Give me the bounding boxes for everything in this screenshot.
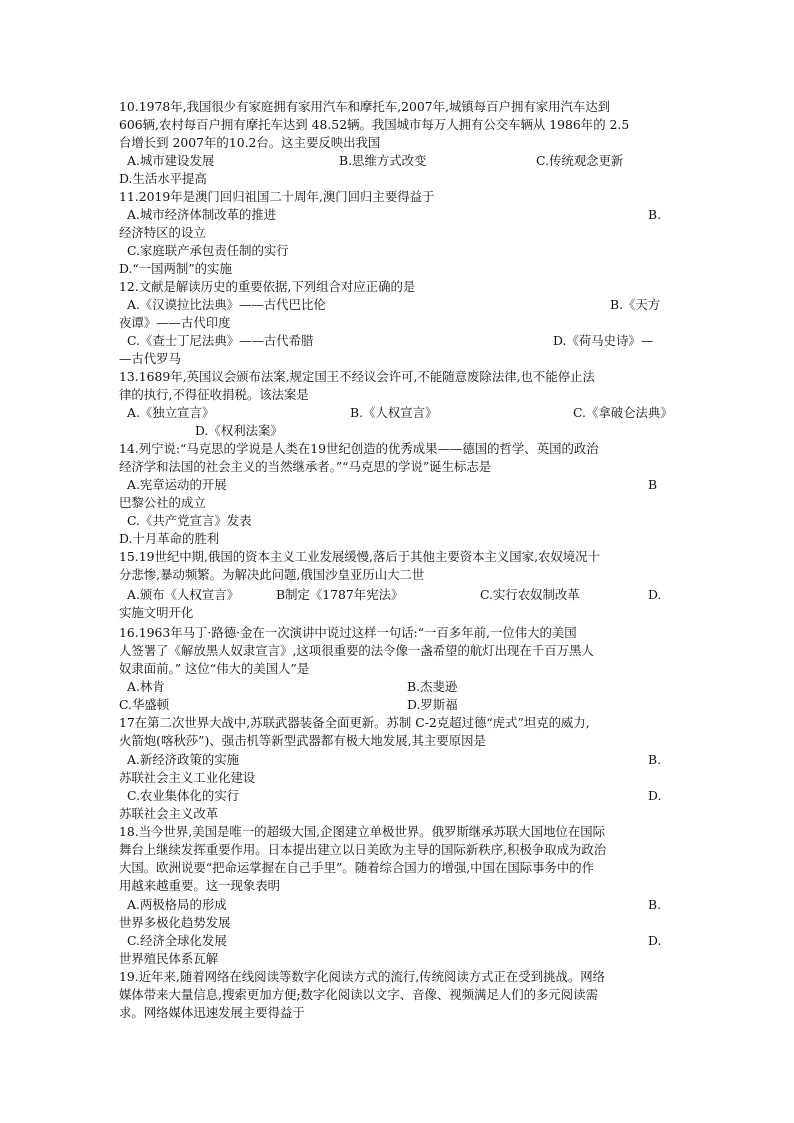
q12-option-a: A.《汉谟拉比法典》——古代巴比伦 <box>127 297 326 312</box>
q16-stem-line-2: 人签署了《解放黑人奴隶宣言》,这项很重要的法令像一盏希望的航灯出现在千百万黑人 <box>119 643 594 658</box>
q17-stem-line-1: 17在第二次世界大战中,苏联武器装备全面更新。苏制 C-2克超过德“虎式”坦克的威力, <box>119 715 590 730</box>
q16-option-a: A.林肯 <box>127 679 165 694</box>
q15-stem-line-2: 分悲惨,暴动频繁。为解决此问题,俄国沙皇亚历山大二世 <box>119 567 425 582</box>
q14-option-d: D.十月革命的胜利 <box>119 531 220 546</box>
q14-stem-line-2: 经济学和法国的社会主义的当然继承者。”“马克思的学说”诞生标志是 <box>119 459 492 474</box>
q16-stem-line-1: 16.1963年马丁·路德·金在一次演讲中说过这样一句话:“一百多年前,一位伟大的美国 <box>119 625 577 640</box>
q10-option-c: C.传统观念更新 <box>536 153 624 168</box>
q12-option-b-start: B.《天方 <box>610 297 661 312</box>
q10-option-d: D.生活水平提高 <box>119 171 207 186</box>
q12-option-b-end: 夜谭》——古代印度 <box>119 315 231 330</box>
q18-option-a: A.两极格局的形成 <box>127 897 227 912</box>
q14-stem-line-1: 14.列宁说:“马克思的学说是人类在19世纪创造的优秀成果——德国的哲学、英国的政治 <box>119 441 599 456</box>
q14-option-c: C.《共产党宣言》发表 <box>127 513 252 528</box>
q16-option-d: D.罗斯福 <box>407 697 458 712</box>
q13-stem-line-2: 律的执行,不得征收捐税。该法案是 <box>119 387 309 402</box>
q17-option-d-label: D. <box>648 788 662 803</box>
q19-stem-line-2: 媒体带来大量信息,搜索更加方便;数字化阅读以文字、音像、视频满足人们的多元阅读需 <box>119 987 598 1002</box>
q17-option-b-label: B. <box>648 752 662 767</box>
q11-option-d: D.“一国两制”的实施 <box>119 261 232 276</box>
q10-option-b: B.思维方式改变 <box>339 153 427 168</box>
q12-option-c: C.《查士丁尼法典》——古代希腊 <box>127 333 314 348</box>
q11-option-b-label: B. <box>648 207 662 222</box>
q13-option-b: B.《人权宣言》 <box>350 405 438 420</box>
q10-stem-line-1: 10.1978年,我国很少有家庭拥有家用汽车和摩托车,2007年,城镇每百户拥有家用汽车达到 <box>119 99 611 114</box>
q15-option-d-label: D. <box>648 587 662 602</box>
q18-option-d-label: D. <box>648 933 662 948</box>
q12-option-d-end: —古代罗马 <box>119 351 181 366</box>
q15-option-b: B制定《1787年宪法》 <box>276 587 404 602</box>
q18-option-b-text: 世界多极化趋势发展 <box>119 915 231 930</box>
q11-stem-line-1: 11.2019年是澳门回归祖国二十周年,澳门回归主要得益于 <box>119 189 435 204</box>
q17-option-a: A.新经济政策的实施 <box>127 752 240 767</box>
q15-option-c: C.实行农奴制改革 <box>480 587 580 602</box>
q16-stem-line-3: 奴隶面前。” 这位“伟大的美国人”是 <box>119 661 310 676</box>
q18-option-c: C.经济全球化发展 <box>127 933 227 948</box>
q12-option-d-start: D.《荷马史诗》— <box>553 333 654 348</box>
q13-option-c: C.《拿破仑法典》 <box>573 405 673 420</box>
q15-stem-line-1: 15.19世纪中期,俄国的资本主义工业发展缓慢,落后于其他主要资本主义国家,农奴境况十 <box>119 549 600 564</box>
q16-option-b: B.杰斐逊 <box>407 679 458 694</box>
q10-option-a: A.城市建设发展 <box>127 153 215 168</box>
q11-option-b-text: 经济特区的设立 <box>119 225 206 240</box>
q18-stem-line-1: 18.当今世界,美国是唯一的超级大国,企图建立单极世界。俄罗斯继承苏联大国地位在国际 <box>119 824 606 839</box>
q18-stem-line-3: 大国。欧洲说要“把命运掌握在自己手里”。随着综合国力的增强,中国在国际事务中的作 <box>119 860 595 875</box>
q19-stem-line-1: 19.近年来,随着网络在线阅读等数字化阅读方式的流行,传统阅读方式正在受到挑战。网络 <box>119 969 606 984</box>
q14-option-b-text: 巴黎公社的成立 <box>119 495 206 510</box>
q17-stem-line-2: 火箭炮(喀秋莎”)、强击机等新型武器都有极大地发展,其主要原因是 <box>119 733 486 748</box>
q12-stem-line-1: 12.文献是解读历史的重要依据,下列组合对应正确的是 <box>119 279 416 294</box>
q18-stem-line-4: 用越来越重要。这一现象表明 <box>119 878 281 893</box>
q16-option-c: C.华盛顿 <box>119 697 170 712</box>
q18-option-d-text: 世界殖民体系瓦解 <box>119 951 219 966</box>
q15-option-d-text: 实施文明开化 <box>119 605 194 620</box>
q13-option-a: A.《独立宣言》 <box>127 405 215 420</box>
q17-option-c: C.农业集体化的实行 <box>127 788 240 803</box>
q11-option-a: A.城市经济体制改革的推进 <box>127 207 277 222</box>
q11-option-c: C.家庭联产承包责任制的实行 <box>127 243 289 258</box>
q18-stem-line-2: 舞台上继续发挥重要作用。日本提出建立以日美欧为主导的国际新秩序,积极争取成为政治 <box>119 842 607 857</box>
q14-option-a: A.宪章运动的开展 <box>127 477 227 492</box>
q17-option-b-text: 苏联社会主义工业化建设 <box>119 770 256 785</box>
q13-stem-line-1: 13.1689年,英国议会颁布法案,规定国王不经议会许可,不能随意废除法律,也不能停止法 <box>119 369 595 384</box>
q10-stem-line-3: 台增长到 2007年的10.2台。这主要反映出我国 <box>119 135 381 150</box>
q10-stem-line-2: 606辆,农村每百户拥有摩托车达到 48.52辆。我国城市每万人拥有公交车辆从 1986年的 2.5 <box>119 117 630 132</box>
q14-option-b-label: B <box>648 477 658 492</box>
q17-option-d-text: 苏联社会主义改革 <box>119 806 219 821</box>
q19-stem-line-3: 求。网络媒体迅速发展主要得益于 <box>119 1005 305 1020</box>
q18-option-b-label: B. <box>648 897 662 912</box>
q15-option-a: A.颁布《人权宣言》 <box>127 587 240 602</box>
q13-option-d: D.《权利法案》 <box>195 423 283 438</box>
